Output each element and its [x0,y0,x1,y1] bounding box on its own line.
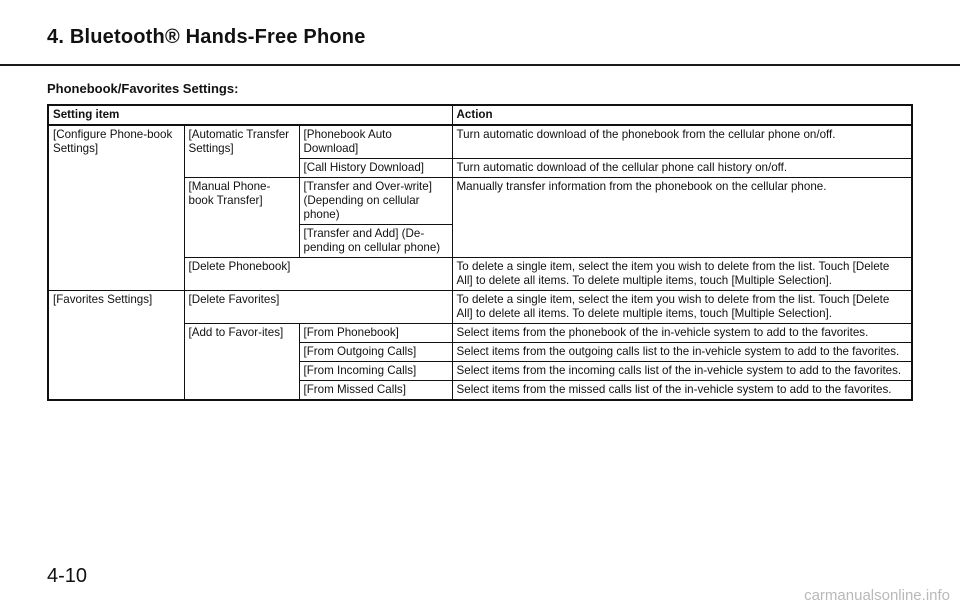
table-row [48,125,912,159]
from-phonebook-cell: [From Phonebook] [299,324,452,343]
favorites-settings-cell: [Favorites Settings] [48,291,184,401]
add-to-favorites-cell: [Add to Favor-ites] [184,324,299,401]
delete-phonebook-action: To delete a single item, select the item you wish to delete from the list. Touch [Delete All] to delete all items. To delete multiple items, touch [Multiple Selection]. [452,258,912,291]
header-action: Action [452,105,912,125]
from-incoming-calls-cell: [From Incoming Calls] [299,362,452,381]
watermark-text[interactable]: carmanualsonline.info [804,587,950,604]
delete-phonebook-cell: [Delete Phonebook] [184,258,452,291]
from-outgoing-calls-cell: [From Outgoing Calls] [299,343,452,362]
transfer-and-add-cell: [Transfer and Add] (De-pending on cellular phone) [299,225,452,258]
from-phonebook-action: Select items from the phonebook of the in-vehicle system to add to the favorites. [452,324,912,343]
settings-table [47,104,913,401]
configure-phonebook-settings-cell: [Configure Phone-book Settings] [48,125,184,291]
automatic-transfer-settings-cell: [Automatic Transfer Settings] [184,125,299,178]
section-title: Phonebook/Favorites Settings: [47,81,239,96]
header-rule [0,64,960,66]
delete-favorites-cell: [Delete Favorites] [184,291,452,324]
page-header-title: 4. Bluetooth® Hands-Free Phone [47,26,366,48]
page-number: 4-10 [47,565,88,587]
from-missed-calls-action: Select items from the missed calls list of the in-vehicle system to add to the favorites. [452,381,912,401]
table-row [48,291,912,324]
phonebook-auto-download-action: Turn automatic download of the phonebook from the cellular phone on/off. [452,125,912,159]
delete-favorites-action: To delete a single item, select the item you wish to delete from the list. Touch [Delete All] to delete all items. To delete multiple items, touch [Multiple Selection]. [452,291,912,324]
call-history-download-action: Turn automatic download of the cellular phone call history on/off. [452,159,912,178]
from-outgoing-calls-action: Select items from the outgoing calls list to the in-vehicle system to add to the favorites. [452,343,912,362]
transfer-and-overwrite-cell: [Transfer and Over-write] (Depending on cellular phone) [299,178,452,225]
from-missed-calls-cell: [From Missed Calls] [299,381,452,401]
from-incoming-calls-action: Select items from the incoming calls list of the in-vehicle system to add to the favorites. [452,362,912,381]
header-setting-item: Setting item [48,105,452,125]
manual-transfer-action: Manually transfer information from the phonebook on the cellular phone. [452,178,912,258]
call-history-download-cell: [Call History Download] [299,159,452,178]
phonebook-auto-download-cell: [Phonebook Auto Download] [299,125,452,159]
table-header-row [48,105,912,125]
manual-phonebook-transfer-cell: [Manual Phone-book Transfer] [184,178,299,258]
